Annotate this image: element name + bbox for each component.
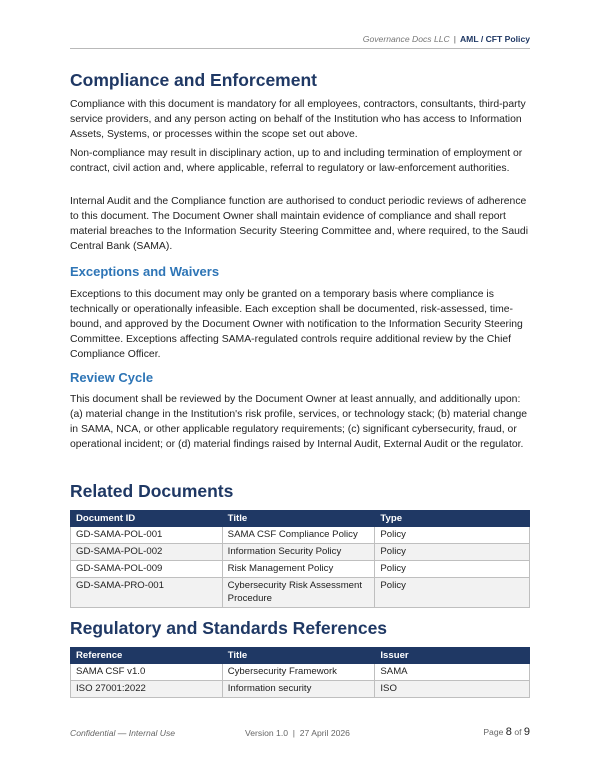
references-heading: Regulatory and Standards References	[70, 618, 388, 638]
page-header	[70, 34, 530, 48]
review-paragraph: This document shall be reviewed by the Document Owner at least annually, and additionally upon: (a) material change in the Institution's risk profile, services, or technology stack; (b) material change in SAMA, NCA, or other applicable regulatory requirements; (c) significant cybersecurity, fraud, or operational incident; or (d) material findings raised by Internal Audit, External Audit or the regulator.	[70, 394, 528, 450]
table-cell: Cybersecurity Risk Assessment Procedure	[222, 578, 375, 608]
table-cell: GD-SAMA-POL-001	[71, 527, 223, 544]
related-documents-heading: Related Documents	[70, 481, 234, 501]
table-header-row	[71, 648, 530, 664]
compliance-paragraph-1: Compliance with this document is mandatory for all employees, contractors, consultants, third-party service providers, and any person acting on behalf of the Institution who has access to Information Assets, Systems, or processes within the scope set out above.	[70, 99, 526, 140]
table-cell: GD-SAMA-PRO-001	[71, 578, 223, 608]
table-cell: Risk Management Policy	[222, 561, 375, 578]
table-cell: Policy	[375, 544, 530, 561]
table-cell: Information security	[222, 681, 375, 698]
header-separator: |	[453, 34, 456, 44]
footer-page-label: Page	[483, 727, 504, 737]
header-org: Governance Docs LLC	[362, 34, 450, 44]
footer-page-number: 8	[505, 726, 512, 738]
compliance-paragraph-3: Internal Audit and the Compliance function are authorised to conduct periodic reviews of adherence to this document. The Document Owner shall maintain evidence of compliance and shall report material breaches to the Information Security Steering Committee and, where required, to the Saudi Central Bank (SAMA).	[70, 196, 529, 252]
exceptions-heading: Exceptions and Waivers	[70, 264, 220, 279]
table-row	[71, 681, 530, 698]
table-cell: SAMA	[375, 664, 530, 681]
table-cell: ISO	[375, 681, 530, 698]
footer-version: Version 1.0 | 27 April 2026	[245, 728, 350, 738]
references-table	[70, 647, 530, 698]
table-row	[71, 561, 530, 578]
page-footer	[70, 726, 530, 740]
table-cell: Cybersecurity Framework	[222, 664, 375, 681]
column-header: Title	[222, 648, 375, 664]
column-header: Issuer	[375, 648, 530, 664]
table-cell: SAMA CSF Compliance Policy	[222, 527, 375, 544]
column-header: Reference	[71, 648, 223, 664]
table-row	[71, 527, 530, 544]
compliance-paragraph-2: Non-compliance may result in disciplinary action, up to and including termination of employment or contract, civil action and, where applicable, referral to regulatory or law-enforcement authorities.	[70, 148, 523, 174]
footer-classification: Confidential — Internal Use	[70, 728, 176, 738]
table-row	[71, 664, 530, 681]
related-documents-table	[70, 510, 530, 608]
table-header-row	[71, 511, 530, 527]
header-doc-title: AML / CFT Policy	[459, 34, 530, 44]
column-header: Title	[222, 511, 375, 527]
table-cell: Policy	[375, 527, 530, 544]
header-rule	[70, 48, 530, 49]
review-heading: Review Cycle	[70, 370, 154, 385]
compliance-heading: Compliance and Enforcement	[70, 70, 317, 90]
table-cell: Policy	[375, 561, 530, 578]
table-cell: ISO 27001:2022	[71, 681, 223, 698]
table-row	[71, 544, 530, 561]
footer-page-total: 9	[523, 726, 530, 738]
footer-page-indicator	[483, 726, 530, 738]
table-cell: GD-SAMA-POL-009	[71, 561, 223, 578]
table-cell: SAMA CSF v1.0	[71, 664, 223, 681]
table-cell: Policy	[375, 578, 530, 608]
column-header: Type	[375, 511, 530, 527]
column-header: Document ID	[71, 511, 223, 527]
footer-of-label: of	[514, 727, 522, 737]
table-cell: GD-SAMA-POL-002	[71, 544, 223, 561]
table-cell: Information Security Policy	[222, 544, 375, 561]
exceptions-paragraph: Exceptions to this document may only be granted on a temporary basis where compliance is technically or operationally infeasible. Each exception shall be documented, risk-assessed, time-bound, and approved by the Document Owner with notification to the Information Security Steering Committee. Exceptions affecting SAMA-regulated controls require additional review by the Chief Compliance Officer.	[70, 289, 523, 360]
table-row	[71, 578, 530, 608]
